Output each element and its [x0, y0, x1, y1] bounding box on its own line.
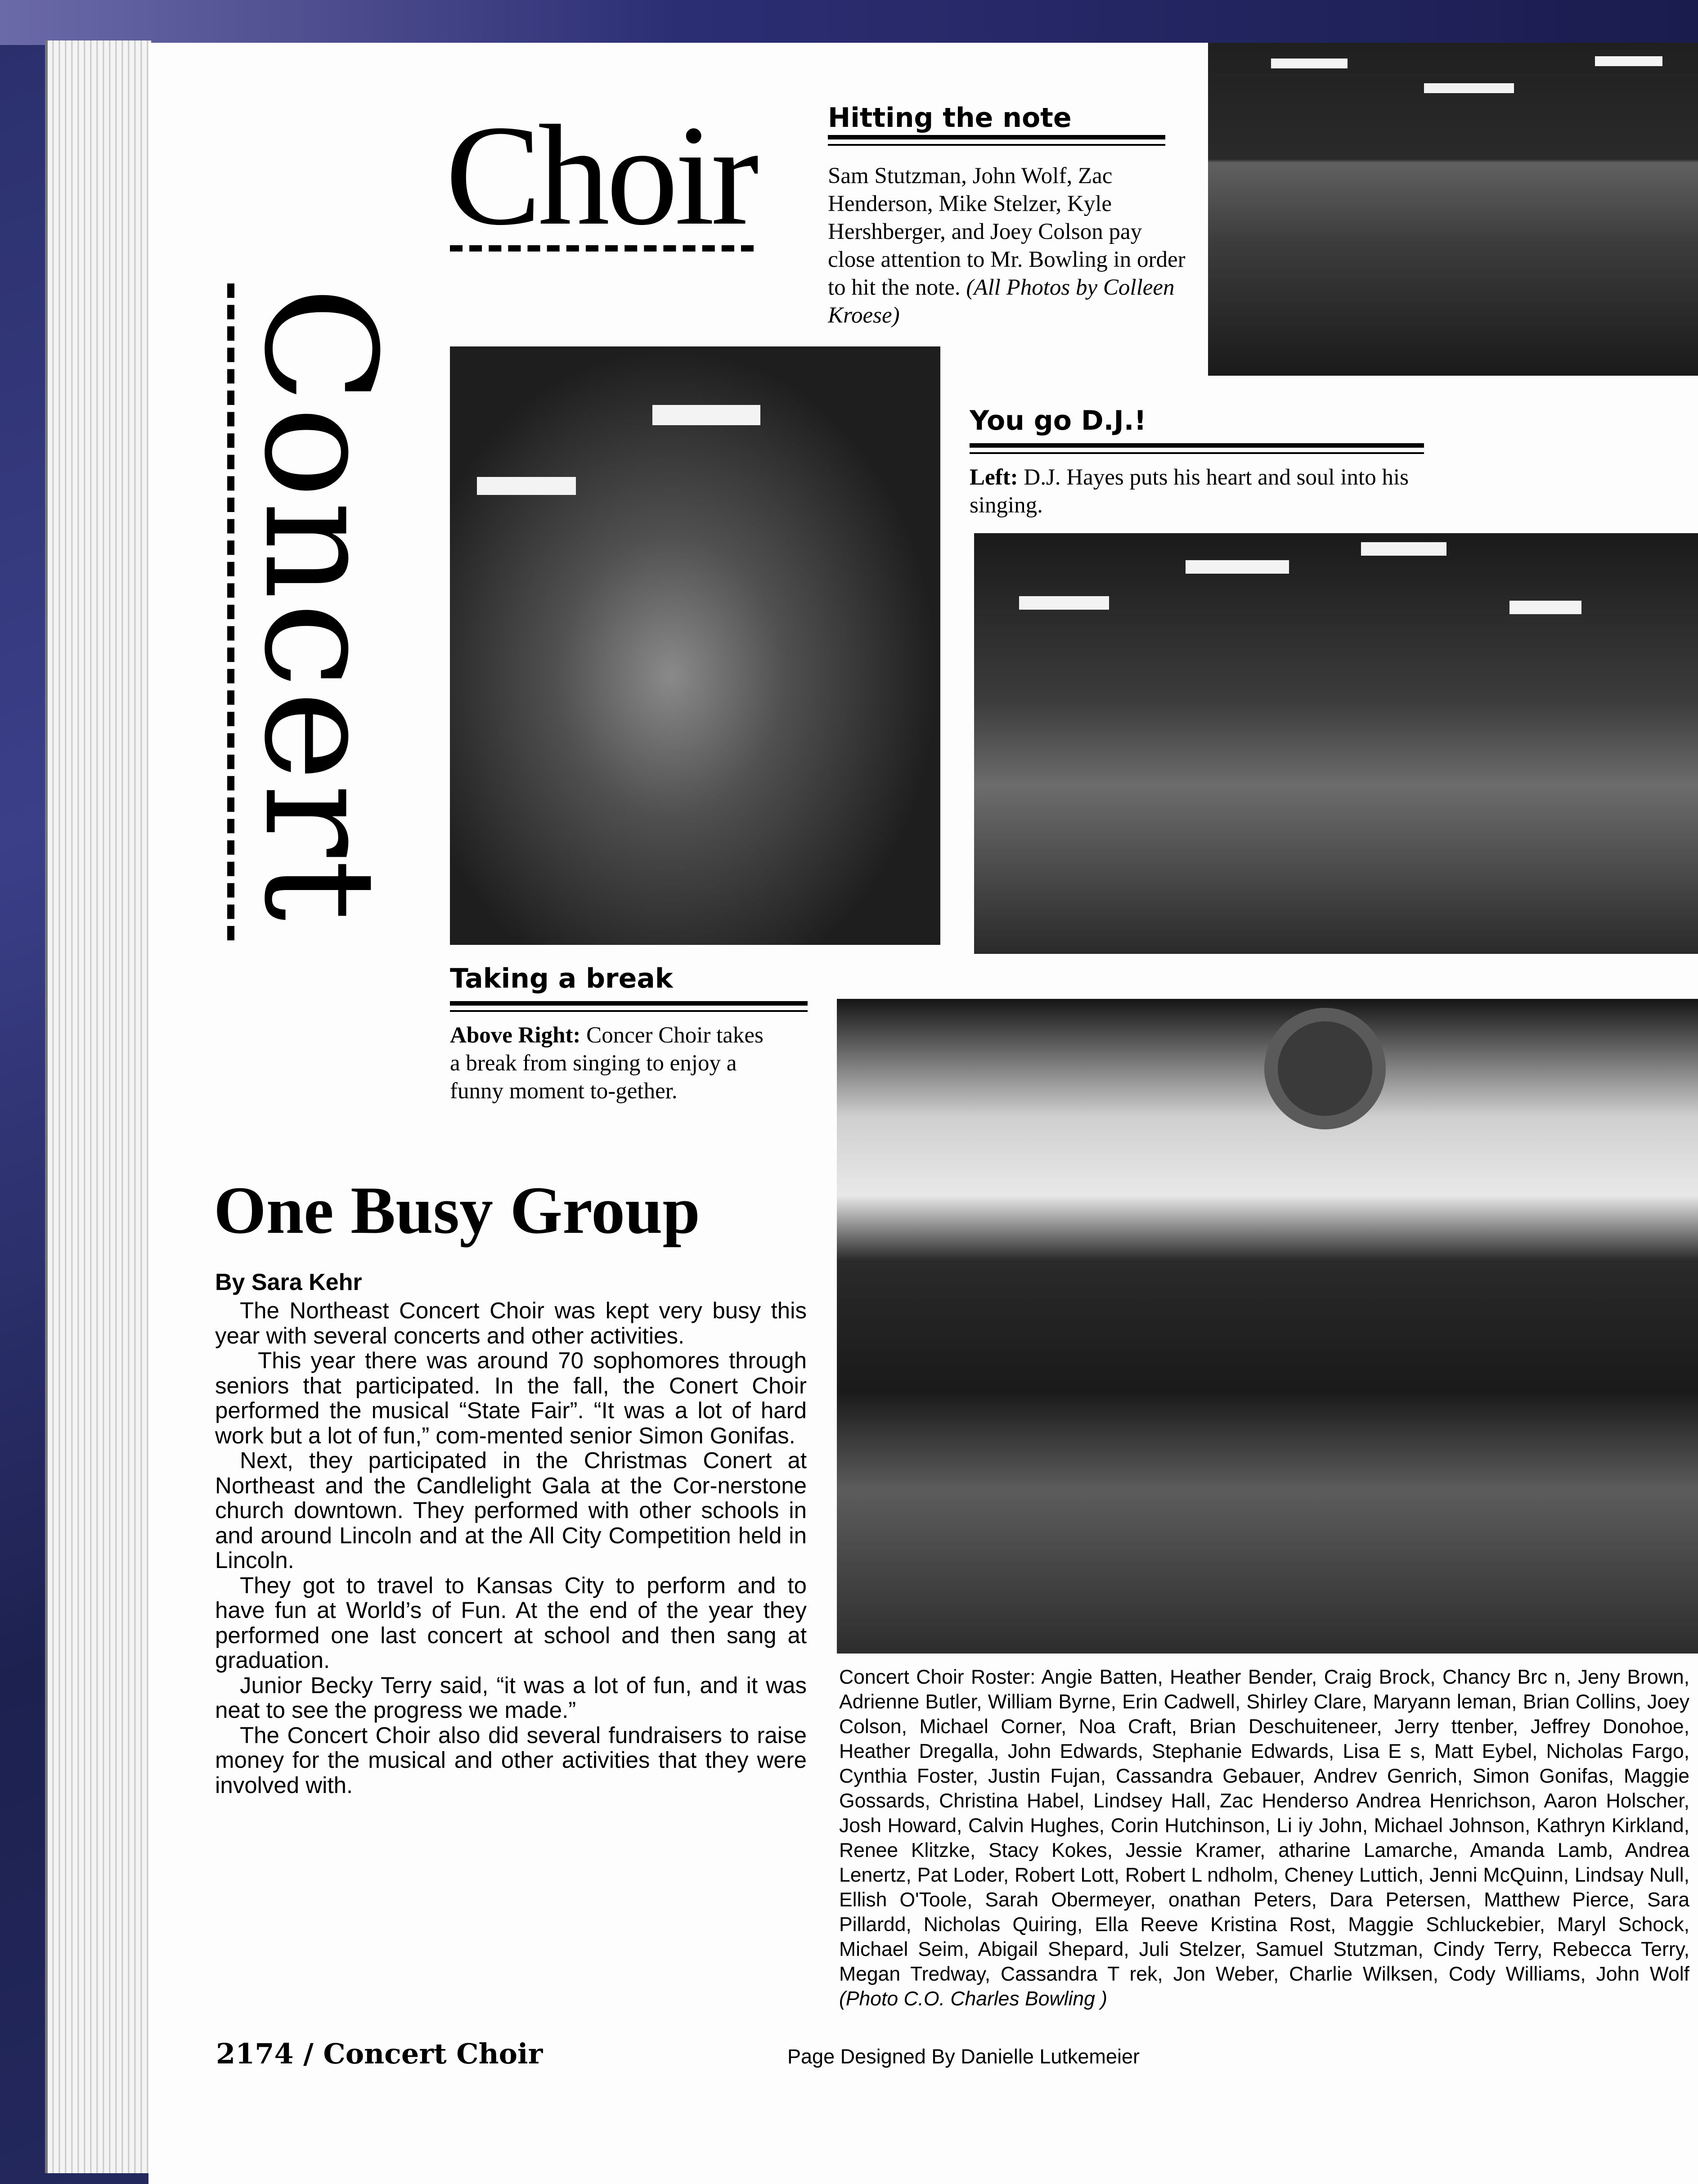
title-concert: Concert	[230, 286, 409, 924]
photo-taking-a-break	[450, 346, 940, 945]
photo-concert-choir	[837, 999, 1698, 1654]
ceiling-light	[1186, 560, 1289, 574]
page-folio: 2174 / Concert Choir	[216, 2037, 543, 2070]
article-headline: One Busy Group	[214, 1173, 700, 1248]
scan-top-edge	[0, 0, 1698, 45]
caption-rule	[970, 443, 1424, 448]
ceiling-light	[1361, 542, 1446, 556]
article-paragraph: Junior Becky Terry said, “it was a lot of fun, and it was neat to see the progress we made.”	[215, 1672, 807, 1723]
caption-rule	[450, 1010, 808, 1012]
page-designer-credit: Page Designed By Danielle Lutkemeier	[787, 2045, 1140, 2068]
title-dashed-rule	[450, 245, 754, 252]
caption-heading-dj: You go D.J.!	[970, 405, 1146, 436]
caption-rule	[828, 144, 1165, 146]
caption-lead: Above Right:	[450, 1023, 581, 1048]
photo-you-go-dj	[974, 533, 1698, 954]
roster-photo-credit: (Photo C.O. Charles Bowling )	[839, 1988, 1108, 2010]
title-concert-container	[230, 279, 409, 931]
ceiling-light	[1424, 83, 1514, 93]
caption-break	[450, 1021, 774, 1105]
ceiling-light	[1019, 596, 1109, 610]
article-body	[215, 1298, 807, 1798]
caption-rule	[450, 1001, 808, 1006]
page-stack-edge	[45, 40, 151, 2173]
article-paragraph: They got to travel to Kansas City to perform and to have fun at World’s of Fun. At the end of the year they performed one last concert at school and then sang at graduation.	[215, 1572, 807, 1673]
article-paragraph: The Concert Choir also did several fundraisers to raise money for the musical and other activities that they were involved with.	[215, 1722, 807, 1798]
caption-rule	[828, 135, 1165, 139]
photo-image	[450, 346, 940, 945]
caption-hitting	[828, 162, 1188, 329]
article-byline: By Sara Kehr	[215, 1269, 362, 1295]
article-paragraph: Next, they participated in the Christmas Conert at Northeast and the Candlelight Gala at the Cor-nerstone church downtown. They performed with other schools in and around Lincoln and at the All City Competition held in Lincoln.	[215, 1447, 807, 1573]
caption-text: Concer Choir takes a break from singing to enjoy a funny moment to-gether.	[450, 1023, 764, 1104]
wreath	[1264, 1008, 1386, 1129]
article-paragraph: The Northeast Concert Choir was kept very busy this year with several concerts and other activities.	[215, 1298, 807, 1348]
ceiling-light	[1271, 58, 1348, 68]
ceiling-light	[1595, 56, 1662, 66]
caption-text: D.J. Hayes puts his heart and soul into his singing.	[970, 465, 1409, 518]
photo-credit: (All Photos by Colleen Kroese)	[828, 275, 1175, 328]
caption-heading-hitting: Hitting the note	[828, 102, 1072, 134]
choir-roster	[839, 1665, 1689, 2056]
caption-dj	[970, 463, 1446, 519]
title-choir: Choir	[445, 96, 755, 255]
caption-rule	[970, 452, 1424, 454]
caption-heading-break: Taking a break	[450, 963, 673, 994]
ceiling-light	[477, 477, 576, 495]
caption-text: Sam Stutzman, John Wolf, Zac Henderson, Mike Stelzer, Kyle Hershberger, and Joey Colson pay close attention to Mr. Bowling in order to hit the note.	[828, 163, 1186, 300]
photo-image	[837, 999, 1698, 1654]
ceiling-light	[652, 405, 760, 425]
photo-hitting-the-note	[1208, 43, 1698, 376]
article-paragraph: This year there was around 70 sophomores through seniors that participated. In the fall, the Conert Choir performed the musical “State Fair”. “It was a lot of hard work but a lot of fun,” com-mented senior Simon Gonifas.	[215, 1348, 807, 1448]
roster-text: Concert Choir Roster: Angie Batten, Heather Bender, Craig Brock, Chancy Brc n, Jeny Brown, Adrienne Butler, William Byrne, Erin Cadwell, Shirley Clare, Maryann leman, Brian Collins, Joey Colson, Michael Corner, Noa Craft, Brian Deschuiteneer, Jerry ttenber, Jeffrey Donohoe, Heather Dregalla, John Edwards, Stephanie Edwards, Lisa E s, Matt Eybel, Nicholas Fargo, Cynthia Foster, Justin Fujan, Cassandra Gebauer, Andrev Genrich, Simon Gonifas, Maggie Gossards, Christina Habel, Lindsey Hall, Zac Henderso Andrea Henrichson, Aaron Holscher, Josh Howard, Calvin Hughes, Corin Hutchinson, Li iy John, Michael Johnson, Kathryn Kirkland, Renee Klitzke, Stacy Kokes, Jessie Kramer, atharine Lamarche, Amanda Lamb, Andrea Lenertz, Pat Loder, Robert Lott, Robert L ndholm, Cheney Luttich, Jenni McQuinn, Lindsay Null, Ellish O'Toole, Sarah Obermeyer, onathan Peters, Dara Petersen, Matthew Pierce, Sara Pillardd, Nicholas Quiring, Ella Reeve Kristina Rost, Maggie Schluckebier, Maryl Schock, Michael Seim, Abigail Shepard, Juli Stelzer, Samuel Stutzman, Cindy Terry, Rebecca Terry, Megan Tredway, Cassandra T rek, Jon Weber, Charlie Wilksen, Cody Williams, John Wolf	[839, 1666, 1689, 1985]
ceiling-light	[1509, 601, 1581, 614]
caption-lead: Left:	[970, 465, 1018, 490]
